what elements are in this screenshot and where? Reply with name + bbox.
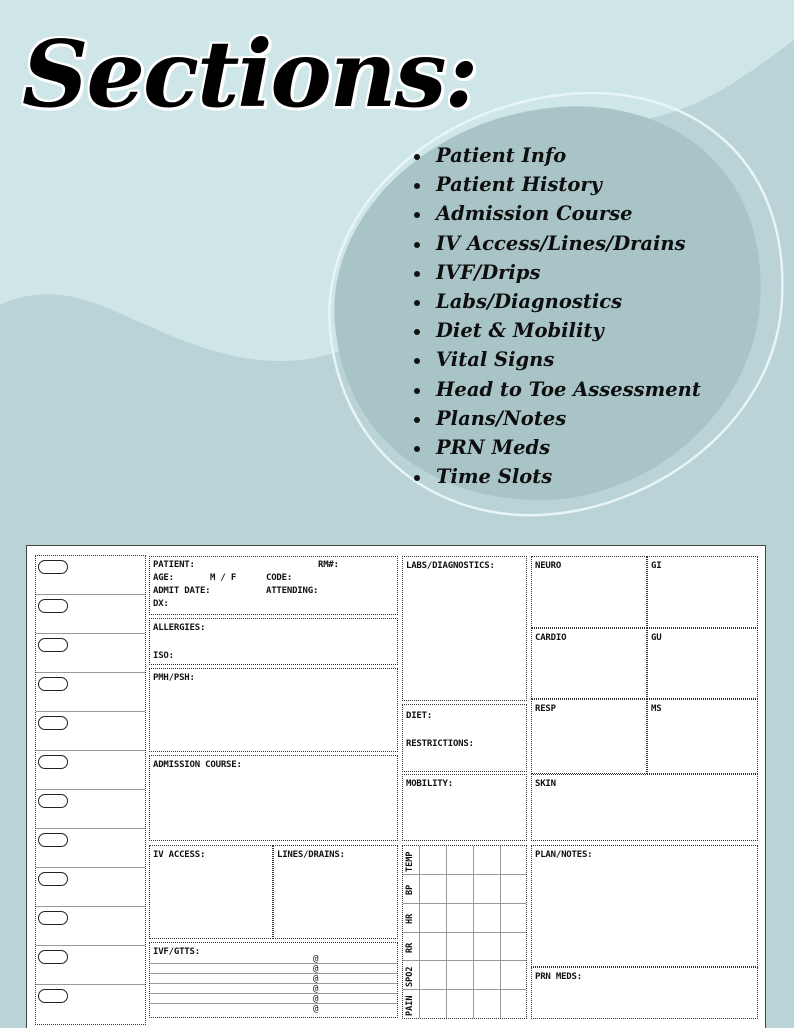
iso-label: ISO: <box>153 651 174 661</box>
list-item: Labs/Diagnostics <box>412 289 701 318</box>
binder-ring-icon <box>38 716 68 730</box>
list-item: Time Slots <box>412 464 701 493</box>
admission-course-label: ADMISSION COURSE: <box>153 760 242 770</box>
age-label: AGE: <box>153 573 174 583</box>
at-symbol: @ <box>313 1004 319 1014</box>
ms-label: MS <box>651 704 662 714</box>
vital-label-pain: PAIN <box>405 995 415 1016</box>
gu-box <box>647 628 758 699</box>
list-item: Plans/Notes <box>412 406 701 435</box>
list-item: PRN Meds <box>412 435 701 464</box>
skin-label: SKIN <box>535 779 556 789</box>
page-title: Sections: <box>22 20 477 128</box>
ms-box <box>647 699 758 774</box>
list-item: Patient Info <box>412 143 701 172</box>
patient-label: PATIENT: <box>153 560 195 570</box>
binder-ring-icon <box>38 638 68 652</box>
list-item: Admission Course <box>412 201 701 230</box>
time-slots-strip <box>35 555 146 1025</box>
labs-box <box>402 556 527 701</box>
vital-label-hr: HR <box>405 913 415 924</box>
code-label: CODE: <box>266 573 293 583</box>
lines-drains-box <box>273 845 398 939</box>
list-item: IVF/Drips <box>412 260 701 289</box>
list-item: Diet & Mobility <box>412 318 701 347</box>
neuro-label: NEURO <box>535 561 562 571</box>
mobility-box <box>402 774 527 841</box>
iv-access-label: IV ACCESS: <box>153 850 206 860</box>
binder-ring-icon <box>38 599 68 613</box>
admit-date-label: ADMIT DATE: <box>153 586 211 596</box>
vital-label-spo2: SPO2 <box>405 966 415 987</box>
vital-label-temp: TEMP <box>405 851 415 872</box>
list-item: Patient History <box>412 172 701 201</box>
patient-info-box <box>149 556 398 615</box>
sections-list <box>412 143 701 493</box>
restrictions-label: RESTRICTIONS: <box>406 739 474 749</box>
at-symbol: @ <box>313 974 319 984</box>
binder-ring-icon <box>38 872 68 886</box>
prn-meds-box <box>531 967 758 1019</box>
pmh-box <box>149 668 398 752</box>
skin-box <box>531 774 758 841</box>
vital-label-rr: RR <box>405 942 415 953</box>
list-item: Vital Signs <box>412 347 701 376</box>
resp-box <box>531 699 647 774</box>
at-symbol: @ <box>313 994 319 1004</box>
allergies-label: ALLERGIES: <box>153 623 206 633</box>
cardio-label: CARDIO <box>535 633 567 643</box>
gi-box <box>647 556 758 628</box>
diet-label: DIET: <box>406 711 433 721</box>
at-symbol: @ <box>313 954 319 964</box>
sex-label: M / F <box>210 573 237 583</box>
gu-label: GU <box>651 633 662 643</box>
lines-drains-label: LINES/DRAINS: <box>277 850 345 860</box>
attending-label: ATTENDING: <box>266 586 319 596</box>
binder-ring-icon <box>38 677 68 691</box>
resp-label: RESP <box>535 704 556 714</box>
dx-label: DX: <box>153 599 169 609</box>
vital-signs-grid <box>402 845 527 1019</box>
binder-ring-icon <box>38 911 68 925</box>
binder-ring-icon <box>38 560 68 574</box>
mobility-label: MOBILITY: <box>406 779 453 789</box>
plan-notes-label: PLAN/NOTES: <box>535 850 593 860</box>
ivf-gtts-box <box>149 942 398 1018</box>
cardio-box <box>531 628 647 699</box>
binder-ring-icon <box>38 755 68 769</box>
list-item: Head to Toe Assessment <box>412 377 701 406</box>
gi-label: GI <box>651 561 662 571</box>
vital-label-bp: BP <box>405 884 415 895</box>
room-label: RM#: <box>318 560 339 570</box>
report-sheet <box>26 545 766 1028</box>
binder-ring-icon <box>38 989 68 1003</box>
admission-course-box <box>149 755 398 841</box>
plan-notes-box <box>531 845 758 967</box>
list-item: IV Access/Lines/Drains <box>412 231 701 260</box>
allergies-box <box>149 618 398 665</box>
labs-label: LABS/DIAGNOSTICS: <box>406 561 495 571</box>
at-symbol: @ <box>313 964 319 974</box>
at-symbol: @ <box>313 984 319 994</box>
binder-ring-icon <box>38 833 68 847</box>
iv-access-box <box>149 845 273 939</box>
binder-ring-icon <box>38 794 68 808</box>
binder-ring-icon <box>38 950 68 964</box>
pmh-label: PMH/PSH: <box>153 673 195 683</box>
neuro-box <box>531 556 647 628</box>
ivf-gtts-label: IVF/GTTS: <box>153 947 200 957</box>
prn-meds-label: PRN MEDS: <box>535 972 582 982</box>
diet-box <box>402 704 527 772</box>
